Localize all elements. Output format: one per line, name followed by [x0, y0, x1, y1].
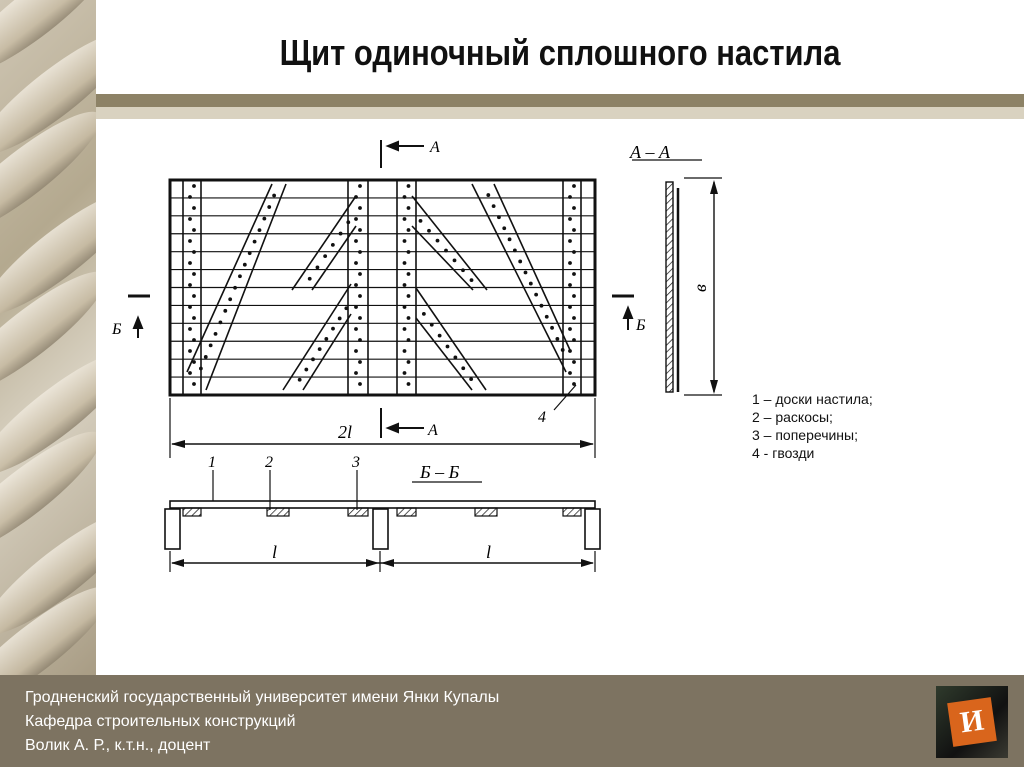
support-middle [373, 509, 388, 549]
nail [492, 204, 496, 208]
nail [358, 382, 362, 386]
nail [572, 294, 576, 298]
nail [529, 282, 533, 286]
nail [555, 337, 559, 341]
nail [403, 195, 407, 199]
nail [243, 263, 247, 267]
header-band-light [96, 107, 1024, 119]
nail [568, 371, 572, 375]
nail [188, 349, 192, 353]
nail [524, 271, 528, 275]
nail [403, 371, 407, 375]
shield-drawing [96, 119, 756, 589]
nail [403, 305, 407, 309]
support-right [585, 509, 600, 549]
section-bb-markers [128, 296, 634, 338]
section-aa-batten [666, 182, 673, 392]
nail [403, 283, 407, 287]
nail [407, 360, 411, 364]
legend-item: 3 – поперечины; [752, 427, 858, 443]
nail [358, 206, 362, 210]
nail [568, 239, 572, 243]
nail [572, 316, 576, 320]
batten-section [475, 508, 497, 516]
nail [192, 272, 196, 276]
nail [407, 272, 411, 276]
section-aa-bottom-label: А [428, 422, 438, 439]
nail [568, 283, 572, 287]
nail [540, 304, 544, 308]
brace-edge [472, 184, 566, 372]
nail [188, 283, 192, 287]
nail [403, 261, 407, 265]
brace-edge [412, 226, 473, 290]
nail [188, 327, 192, 331]
span-dimensions [170, 551, 595, 572]
nail [407, 250, 411, 254]
nail [403, 349, 407, 353]
nail [331, 243, 335, 247]
nail [422, 312, 426, 316]
nail [188, 371, 192, 375]
nail [214, 332, 218, 336]
nail [572, 360, 576, 364]
nail [358, 272, 362, 276]
nail [354, 261, 358, 265]
nail [204, 355, 208, 359]
nail [318, 347, 322, 351]
support-left [165, 509, 180, 549]
nail [438, 334, 442, 338]
nail [354, 195, 358, 199]
brace-edge [312, 226, 356, 290]
nail [444, 249, 448, 253]
batten-section [397, 508, 416, 516]
batten-section [563, 508, 581, 516]
nail [262, 217, 266, 221]
nail [358, 228, 362, 232]
nail [419, 219, 423, 223]
nail [568, 195, 572, 199]
nail [354, 327, 358, 331]
nail [188, 217, 192, 221]
nail [192, 382, 196, 386]
nail [354, 349, 358, 353]
nail [568, 305, 572, 309]
nail [192, 294, 196, 298]
nail [497, 215, 501, 219]
nail [407, 228, 411, 232]
nail [469, 377, 473, 381]
nail [572, 250, 576, 254]
span-right-label: l [486, 542, 492, 562]
span-left-label: l [272, 542, 278, 562]
nail [192, 360, 196, 364]
nail [316, 266, 320, 270]
footer-department: Кафедра строительных конструкций [25, 713, 296, 730]
nail [199, 367, 203, 371]
nail [272, 194, 276, 198]
nail [248, 251, 252, 255]
section-aa-view [629, 142, 722, 395]
nail [572, 206, 576, 210]
nail [403, 239, 407, 243]
nail [461, 366, 465, 370]
brace-edge [416, 288, 486, 390]
height-dimension-label: в [690, 284, 710, 292]
footer-university: Гродненский государственный университет имени Янки Купалы [25, 689, 500, 706]
nail [568, 349, 572, 353]
nail [358, 184, 362, 188]
legend-item: 2 – раскосы; [752, 409, 833, 425]
nail [324, 337, 328, 341]
nail [486, 193, 490, 197]
width-dimension-label: 2l [338, 422, 353, 442]
nail [192, 250, 196, 254]
nail [430, 323, 434, 327]
width-dimension [170, 398, 595, 458]
nail [568, 217, 572, 221]
nail [453, 355, 457, 359]
brace-edge [187, 184, 272, 372]
nail [304, 368, 308, 372]
nail [461, 268, 465, 272]
section-bb-view [165, 454, 600, 572]
nail [228, 297, 232, 301]
legend [752, 390, 873, 462]
nail [572, 184, 576, 188]
nail [267, 205, 271, 209]
nail [358, 360, 362, 364]
nail [407, 294, 411, 298]
nail [453, 258, 457, 262]
nail [561, 348, 565, 352]
nail [323, 254, 327, 258]
callout-1-label: 1 [208, 454, 216, 471]
nail [311, 357, 315, 361]
nail [572, 272, 576, 276]
nail [331, 327, 335, 331]
nail [407, 338, 411, 342]
nail [339, 232, 343, 236]
nail [192, 206, 196, 210]
nail [354, 239, 358, 243]
nail [407, 316, 411, 320]
brace-edge [412, 196, 487, 290]
batten-section [183, 508, 201, 516]
footer [0, 675, 1024, 767]
nail [354, 305, 358, 309]
logo-mark: И [947, 697, 997, 747]
brace-edge [303, 314, 351, 390]
header-band-dark [96, 94, 1024, 107]
section-bb-left-label: Б [112, 321, 122, 338]
nail [354, 217, 358, 221]
nail [358, 250, 362, 254]
brace-edge [494, 184, 570, 350]
nail [513, 248, 517, 252]
nail [192, 316, 196, 320]
nail [550, 326, 554, 330]
slide-title: Щит одиночный сплошного настила [279, 32, 841, 73]
university-logo [936, 686, 1008, 758]
nail [188, 195, 192, 199]
nail [470, 278, 474, 282]
brace-edge [292, 196, 356, 290]
nail [568, 327, 572, 331]
callout-4-label: 4 [538, 409, 546, 426]
nail [308, 277, 312, 281]
section-aa-top-label: А [430, 139, 440, 156]
plan-view [170, 180, 595, 395]
section-bb-deck-board [170, 501, 595, 508]
legend-item: 4 - гвозди [752, 445, 815, 461]
nail [258, 228, 262, 232]
nail [188, 239, 192, 243]
batten-section [348, 508, 368, 516]
legend-item: 1 – доски настила; [752, 391, 873, 407]
nail [358, 338, 362, 342]
section-bb-heading: Б – Б [420, 462, 460, 482]
nail [188, 261, 192, 265]
nail [572, 228, 576, 232]
nail [188, 305, 192, 309]
nail [338, 317, 342, 321]
title-area [96, 0, 1024, 94]
nail [354, 283, 358, 287]
nail [407, 382, 411, 386]
nail [534, 293, 538, 297]
nail [403, 327, 407, 331]
nail [427, 229, 431, 233]
nail [344, 306, 348, 310]
nail [219, 320, 223, 324]
nail [403, 217, 407, 221]
nail [358, 294, 362, 298]
nail [572, 338, 576, 342]
nail [346, 220, 350, 224]
nail [568, 261, 572, 265]
nail [192, 228, 196, 232]
nail [446, 345, 450, 349]
nail [223, 309, 227, 313]
nail [354, 371, 358, 375]
nail [192, 338, 196, 342]
nail [233, 286, 237, 290]
section-aa-heading: А – А [630, 142, 670, 162]
nail [502, 226, 506, 230]
section-bb-right-label: Б [636, 317, 646, 334]
nail [518, 260, 522, 264]
nail [238, 274, 242, 278]
nail [407, 184, 411, 188]
callout-2-label: 2 [265, 454, 273, 471]
nail [253, 240, 257, 244]
nail [407, 206, 411, 210]
nail [192, 184, 196, 188]
nail [298, 378, 302, 382]
nail [358, 316, 362, 320]
footer-author: Волик А. Р., к.т.н., доцент [25, 737, 211, 754]
nail [508, 237, 512, 241]
brace-edge [283, 284, 351, 390]
callout-4-leader [554, 385, 576, 410]
nail [436, 239, 440, 243]
callout-3-label: 3 [352, 454, 360, 471]
decorative-side-panel [0, 0, 96, 675]
nail [545, 315, 549, 319]
nail [209, 344, 213, 348]
